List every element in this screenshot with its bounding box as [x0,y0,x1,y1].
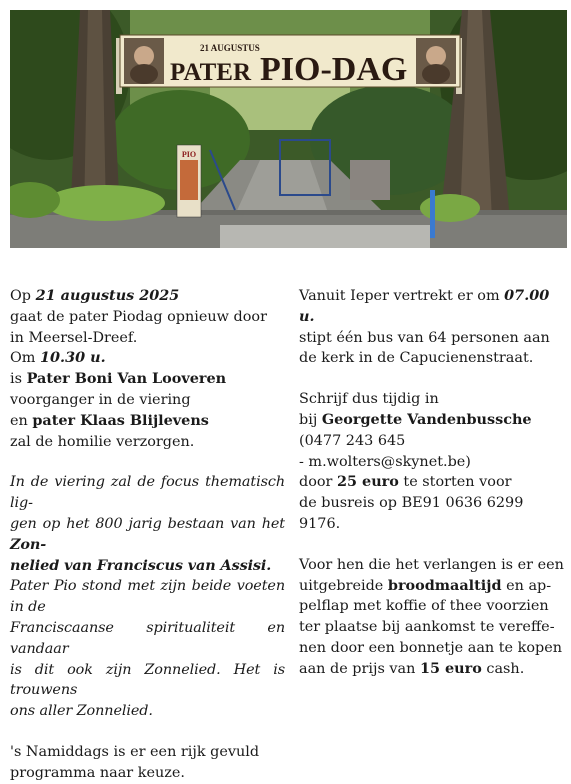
meal-line-5: nen door een bonnetje aan te kopen [299,639,563,656]
meal-price: 15 euro [419,659,482,677]
focus-line-3: Pater Pio stond met zijn beide voeten in de [10,578,285,616]
homilist-name: pater Klaas Blijlevens [32,411,209,429]
homilie-line: zal de homilie verzorgen. [10,433,195,450]
vertrek-line-3: de kerk in de Capucienenstraat. [299,350,534,367]
voorganger-line: voorganger in de viering [10,391,191,408]
namiddag-line-1: 's Namiddags is er een rijk gevuld [10,743,260,760]
left-column [10,286,285,784]
bus-price: 25 euro [337,473,399,491]
phone-line: (0477 243 645 [299,432,406,449]
contact-name: Georgette Vandenbussche [321,410,532,428]
focus-line-5: is dit ook zijn Zonnelied. Het is trouwens [10,661,285,699]
focus-line-4: Franciscaanse spiritualiteit en vandaar [10,619,285,657]
broodmaaltijd: broodmaaltijd [387,576,502,594]
meal-suffix: en ap- [501,577,552,594]
meal-line-3: pelflap met koffie of thee voorzien [299,598,549,615]
homilist-line [10,411,285,432]
poster-text: PIO [181,150,197,159]
departure-time: 07.00 u. [299,287,550,325]
banner-title-right: PIO-DAG [260,51,408,88]
focus-line-2 [10,514,285,556]
time-line [10,348,285,369]
bij-prefix: bij [299,411,322,428]
right-column [299,286,567,680]
door-prefix: door [299,474,337,491]
zonnelied-title-1: Zon- [10,535,47,553]
event-time: 10.30 u. [40,349,106,367]
meal-price-suffix: cash. [481,660,525,677]
contact-line [299,410,567,431]
email-line: - m.wolters@skynet.be) [299,453,471,470]
vertrek-line-1 [299,286,567,328]
is-prefix: is [10,371,27,388]
meal-line-6 [299,659,567,680]
celebrant-name: Pater Boni Van Looveren [26,370,227,388]
en-prefix: en [10,412,33,429]
meal-line-2 [299,576,567,597]
focus-line-6: ons aller Zonnelied. [10,703,153,720]
focus-line-1: In de viering zal de focus thematisch lig- [10,474,285,512]
price-line [299,472,567,493]
time-prefix: Om [10,350,41,367]
meal-price-prefix: aan de prijs van [299,660,420,677]
namiddag-line-2: programma naar keuze. [10,764,185,781]
intro-line-3: in Meersel-Dreef. [10,329,138,346]
vertrek-text: Vanuit Ieper vertrekt er om [299,288,505,304]
zonnelied-title-2: nelied van Franciscus van Assisi. [10,556,272,574]
header-photo [10,10,567,248]
meal-prefix: uitgebreide [299,577,388,594]
schrijf-line: Schrijf dus tijdig in [299,391,439,408]
meal-line-4: ter plaatse bij aankomst te vereffe- [299,619,555,636]
busreis-line: de busreis op BE91 0636 6299 9176. [299,495,524,532]
celebrant-line [10,369,285,390]
banner-date: 21 AUGUSTUS [200,43,260,53]
focus-text-2: gen op het 800 jarig bestaan van het [10,515,285,532]
banner-title-left: PATER [170,59,252,86]
event-date: 21 augustus 2025 [35,287,180,304]
photo-scene [10,10,567,248]
door-suffix: te storten voor [398,474,512,491]
vertrek-line-2: stipt één bus van 64 personen aan [299,329,550,346]
meal-line-1: Voor hen die het verlangen is er een [299,556,564,573]
intro-line [10,286,285,307]
intro-line-2: gaat de pater Piodag opnieuw door [10,308,267,325]
intro-prefix: Op [10,288,36,304]
